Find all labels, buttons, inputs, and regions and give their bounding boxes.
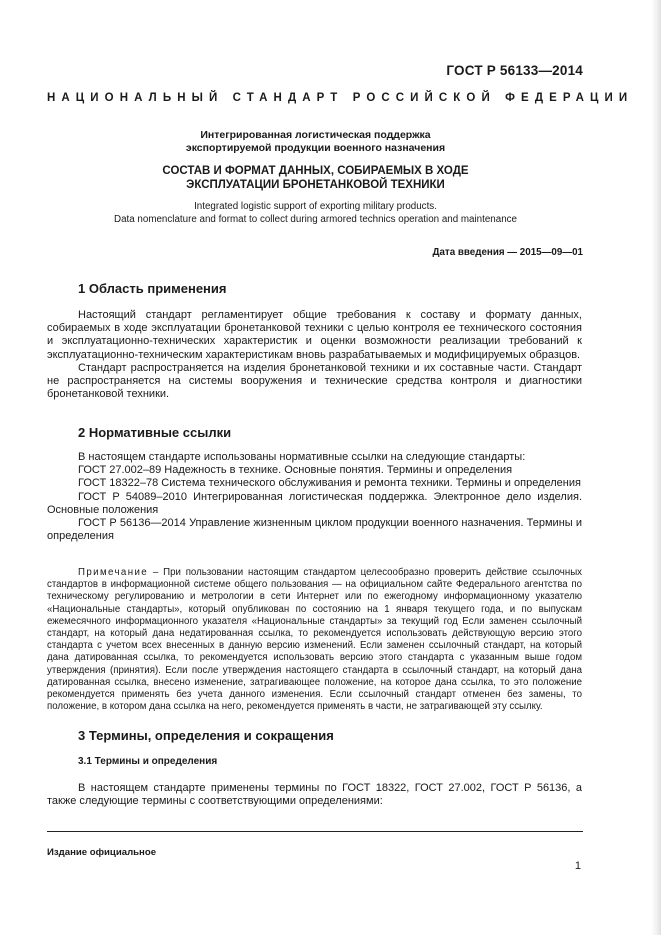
section1-body <box>47 309 582 401</box>
section3-paragraph-1: В настоящем стандарте применены термины по ГОСТ 18322, ГОСТ 27.002, ГОСТ Р 56136, а также следующие термины с соответствующими определениями: <box>47 782 582 808</box>
standard-code: ГОСТ Р 56133—2014 <box>446 63 583 78</box>
edition-label: Издание официальное <box>47 847 157 858</box>
page-edge-shadow <box>651 0 661 935</box>
section1-heading: 1 Область применения <box>78 281 227 296</box>
section1-paragraph-1: Настоящий стандарт регламентирует общие требования к составу и формату данных, собираемых в ходе эксплуатации бронетанковой техники с целью контроля ее технического состояния и эксплуатационно-технических характеристик и оценки возможности реализации требований к эксплуатационно-техническим характеристикам вновь разрабатываемых и модифицируемых образцов. <box>47 309 582 361</box>
section2-heading: 2 Нормативные ссылки <box>78 425 232 440</box>
footer-rule <box>47 831 583 832</box>
subtitle-ru-line2: экспортируемой продукции военного назначения <box>185 142 446 154</box>
page-number: 1 <box>574 860 581 872</box>
en-line2: Data nomenclature and format to collect during armored technics operation and maintenance <box>114 213 517 225</box>
title-en <box>60 201 571 226</box>
main-ru-line2: ЭКСПЛУАТАЦИИ БРОНЕТАНКОВОЙ ТЕХНИКИ <box>186 179 445 191</box>
normative-ref-1: ГОСТ 27.002–89 Надежность в технике. Основные понятия. Термины и определения <box>78 464 513 477</box>
section3-1-heading: 3.1 Термины и определения <box>78 756 218 767</box>
subtitle-ru-line1: Интегрированная логистическая поддержка <box>200 129 431 141</box>
section2-note <box>47 567 582 713</box>
section3-heading: 3 Термины, определения и сокращения <box>78 728 334 743</box>
en-line1: Integrated logistic support of exporting military products. <box>194 201 437 212</box>
section2-body <box>47 451 582 543</box>
national-standard-banner: НАЦИОНАЛЬНЫЙ СТАНДАРТ РОССИЙСКОЙ ФЕДЕРАЦИИ <box>47 92 634 104</box>
normative-ref-4: ГОСТ Р 56136—2014 Управление жизненным циклом продукции военного назначения. Термины и определения <box>47 517 582 543</box>
intro-date: Дата введения — 2015—09—01 <box>432 247 583 258</box>
section1-paragraph-2: Стандарт распространяется на изделия бронетанковой техники и их составные части. Стандарт не распространяется на системы вооружения и технические средства контроля и диагностики бронетанковой техники. <box>47 361 582 401</box>
main-ru-line1: СОСТАВ И ФОРМАТ ДАННЫХ, СОБИРАЕМЫХ В ХОДЕ <box>162 165 469 177</box>
normative-ref-2: ГОСТ 18322–78 Система технического обслуживания и ремонта техники. Термины и определения <box>78 477 581 490</box>
note-text: – При пользовании настоящим стандартом целесообразно проверить действие ссылочных стандартов в информационной системе общего пользования — на официальном сайте Федерального агентства по техническому регулированию и метрологии в сети Интернет или по ежегодному информационному указателю «Национальные стандарты», который опубликован по состоянию на 1 января текущего года, и по выпускам ежемесячного информационного указателя «Национальные стандарты» за текущий год Если заменен ссылочный стандарт, на который дана недатированная ссылка, то рекомендуется использовать действующую версию этого стандарта с учетом всех внесенных в данную версию изменений. Если заменен ссылочный стандарт, на который дана датированная ссылка, то рекомендуется использовать версию этого стандарта с указанным выше годом утверждения (принятия). Если после утверждения настоящего стандарта в ссылочный стандарт, на который дана датированная ссылка, внесено изменение, затрагивающее положение, на которое дана ссылка, то это положение рекомендуется применять без учета данного изменения. Если ссылочный стандарт отменен без замены, то положение, в котором дана ссылка на него, рекомендуется применять в части, не затрагивающей эту ссылку. <box>47 567 582 713</box>
note-label: Примечание <box>78 567 149 578</box>
section3-body <box>47 782 582 808</box>
normative-ref-3: ГОСТ Р 54089–2010 Интегрированная логистическая поддержка. Электронное дело изделия. Основные положения <box>47 490 582 516</box>
section2-intro: В настоящем стандарте использованы нормативные ссылки на следующие стандарты: <box>78 451 526 463</box>
title-subtitle-ru <box>60 129 571 155</box>
title-main-ru <box>60 164 571 192</box>
